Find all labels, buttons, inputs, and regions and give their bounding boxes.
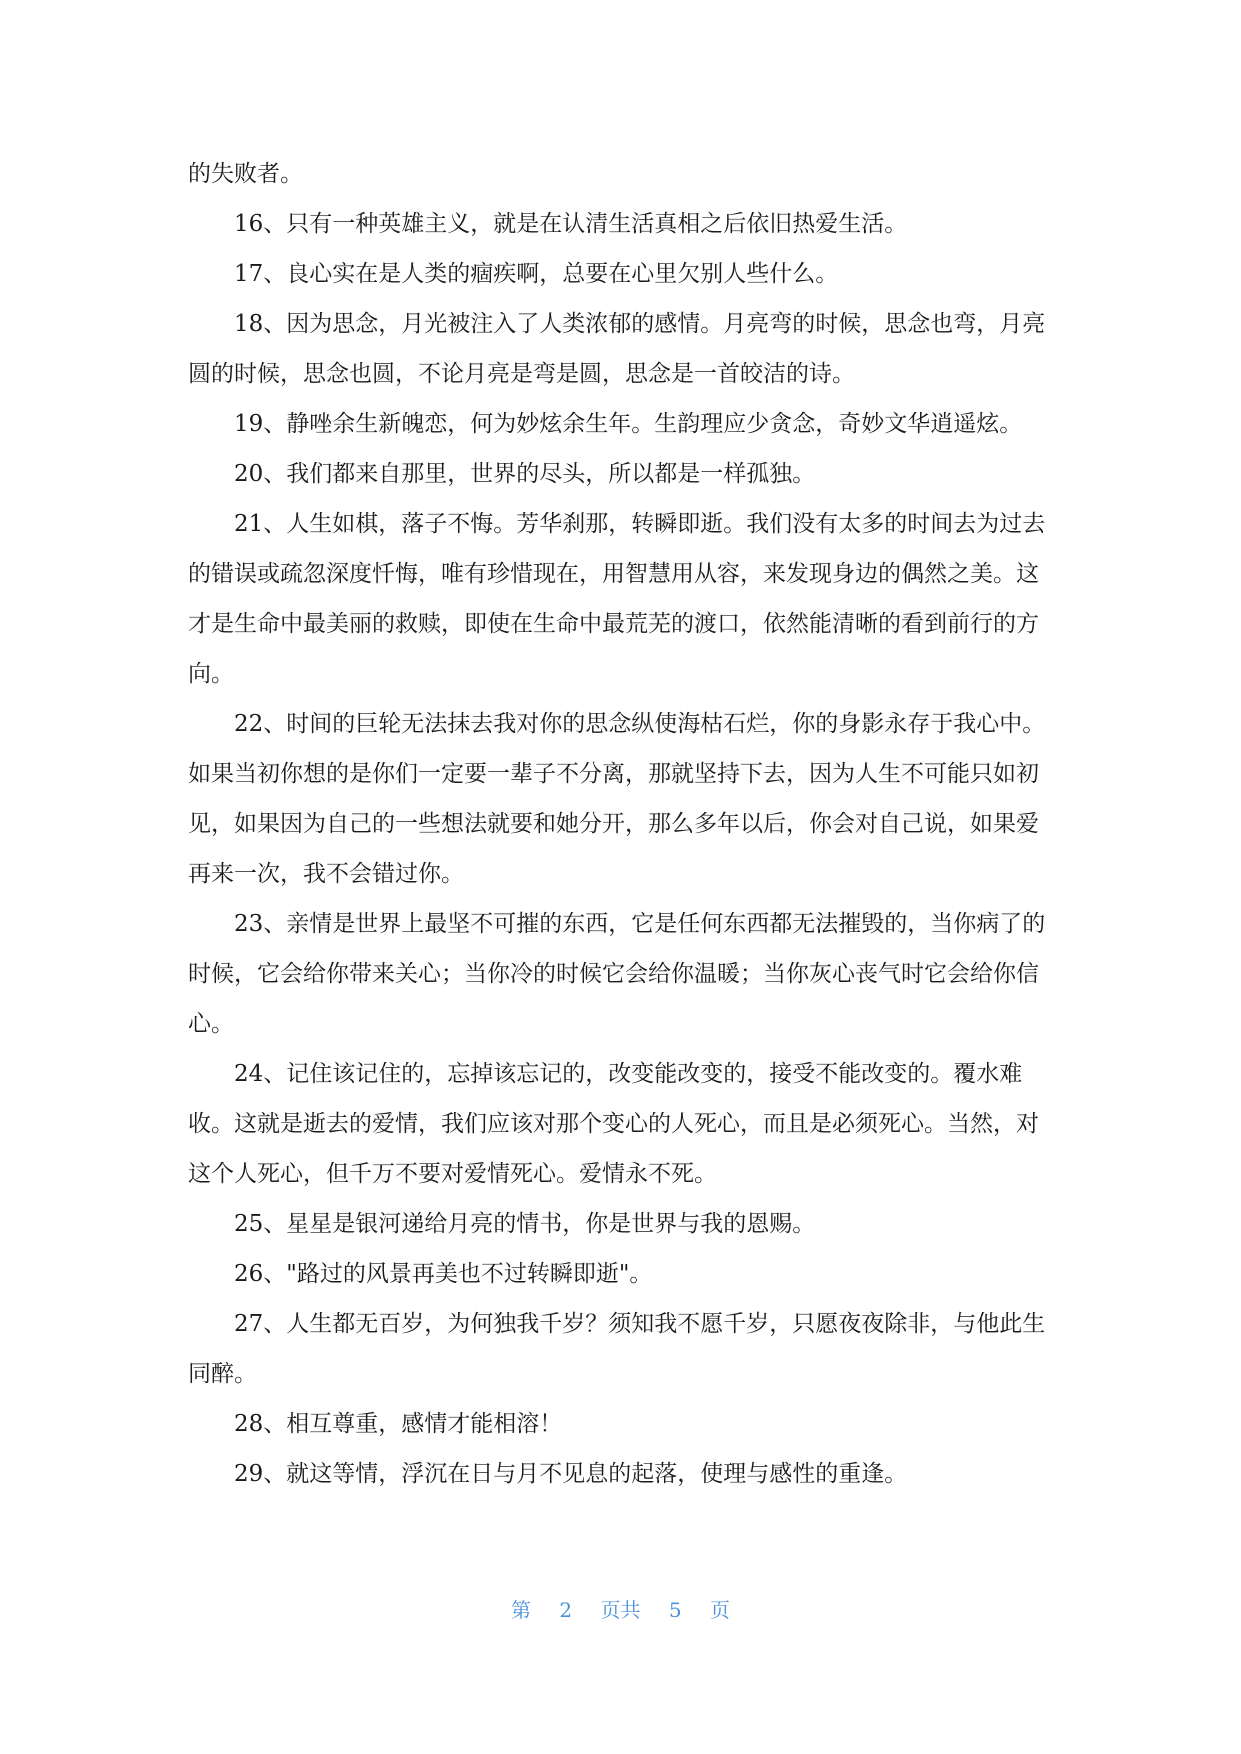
paragraph: 27、人生都无百岁，为何独我千岁？须知我不愿千岁，只愿夜夜除非，与他此生同醉。 <box>188 1311 1046 1387</box>
footer-prefix: 第 <box>511 1598 532 1622</box>
paragraph: 21、人生如棋，落子不悔。芳华刹那，转瞬即逝。我们没有太多的时间去为过去的错误或疏忽深度忏悔，唯有珍惜现在，用智慧用从容，来发现身边的偶然之美。这才是生命中最美丽的救赎，即使在生命中最荒芜的渡口，依然能清晰的看到前行的方向。 <box>188 511 1046 687</box>
page-footer <box>0 1594 1241 1623</box>
paragraph: 23、亲情是世界上最坚不可摧的东西，它是任何东西都无法摧毁的，当你病了的时候，它会给你带来关心；当你冷的时候它会给你温暖；当你灰心丧气时它会给你信心。 <box>188 911 1046 1037</box>
paragraph: 28、相互尊重，感情才能相溶！ <box>234 1411 563 1437</box>
paragraph: 17、良心实在是人类的痼疾啊，总要在心里欠别人些什么。 <box>234 261 839 287</box>
paragraph: 19、静唑余生新魄恋，何为妙炫余生年。生韵理应少贪念，奇妙文华逍遥炫。 <box>234 411 1023 437</box>
paragraph: 的失败者。 <box>188 161 303 187</box>
paragraph: 22、时间的巨轮无法抹去我对你的思念纵使海枯石烂，你的身影永存于我心中。如果当初你想的是你们一定要一辈子不分离，那就坚持下去，因为人生不可能只如初见，如果因为自己的一些想法就要和她分开，那么多年以后，你会对自己说，如果爱再来一次，我不会错过你。 <box>188 711 1046 887</box>
paragraph: 29、就这等情，浮沉在日与月不见息的起落，使理与感性的重逢。 <box>234 1461 908 1487</box>
body-text <box>188 149 1056 1499</box>
footer-suffix: 页 <box>709 1598 730 1622</box>
paragraph: 25、星星是银河递给月亮的情书，你是世界与我的恩赐。 <box>234 1211 816 1237</box>
paragraph: 24、记住该记住的，忘掉该忘记的，改变能改变的，接受不能改变的。覆水难收。这就是逝去的爱情，我们应该对那个变心的人死心，而且是必须死心。当然，对这个人死心，但千万不要对爱情死心。爱情永不死。 <box>188 1061 1039 1187</box>
paragraph: 16、只有一种英雄主义，就是在认清生活真相之后依旧热爱生活。 <box>234 211 908 237</box>
paragraph: 20、我们都来自那里，世界的尽头，所以都是一样孤独。 <box>234 461 816 487</box>
current-page-number: 2 <box>559 1598 573 1622</box>
footer-middle: 页共 <box>600 1598 641 1622</box>
paragraph: 26、"路过的风景再美也不过转瞬即逝"。 <box>234 1261 653 1287</box>
total-page-count: 5 <box>668 1598 682 1622</box>
paragraph: 18、因为思念，月光被注入了人类浓郁的感情。月亮弯的时候，思念也弯，月亮圆的时候，思念也圆，不论月亮是弯是圆，思念是一首皎洁的诗。 <box>188 311 1046 387</box>
